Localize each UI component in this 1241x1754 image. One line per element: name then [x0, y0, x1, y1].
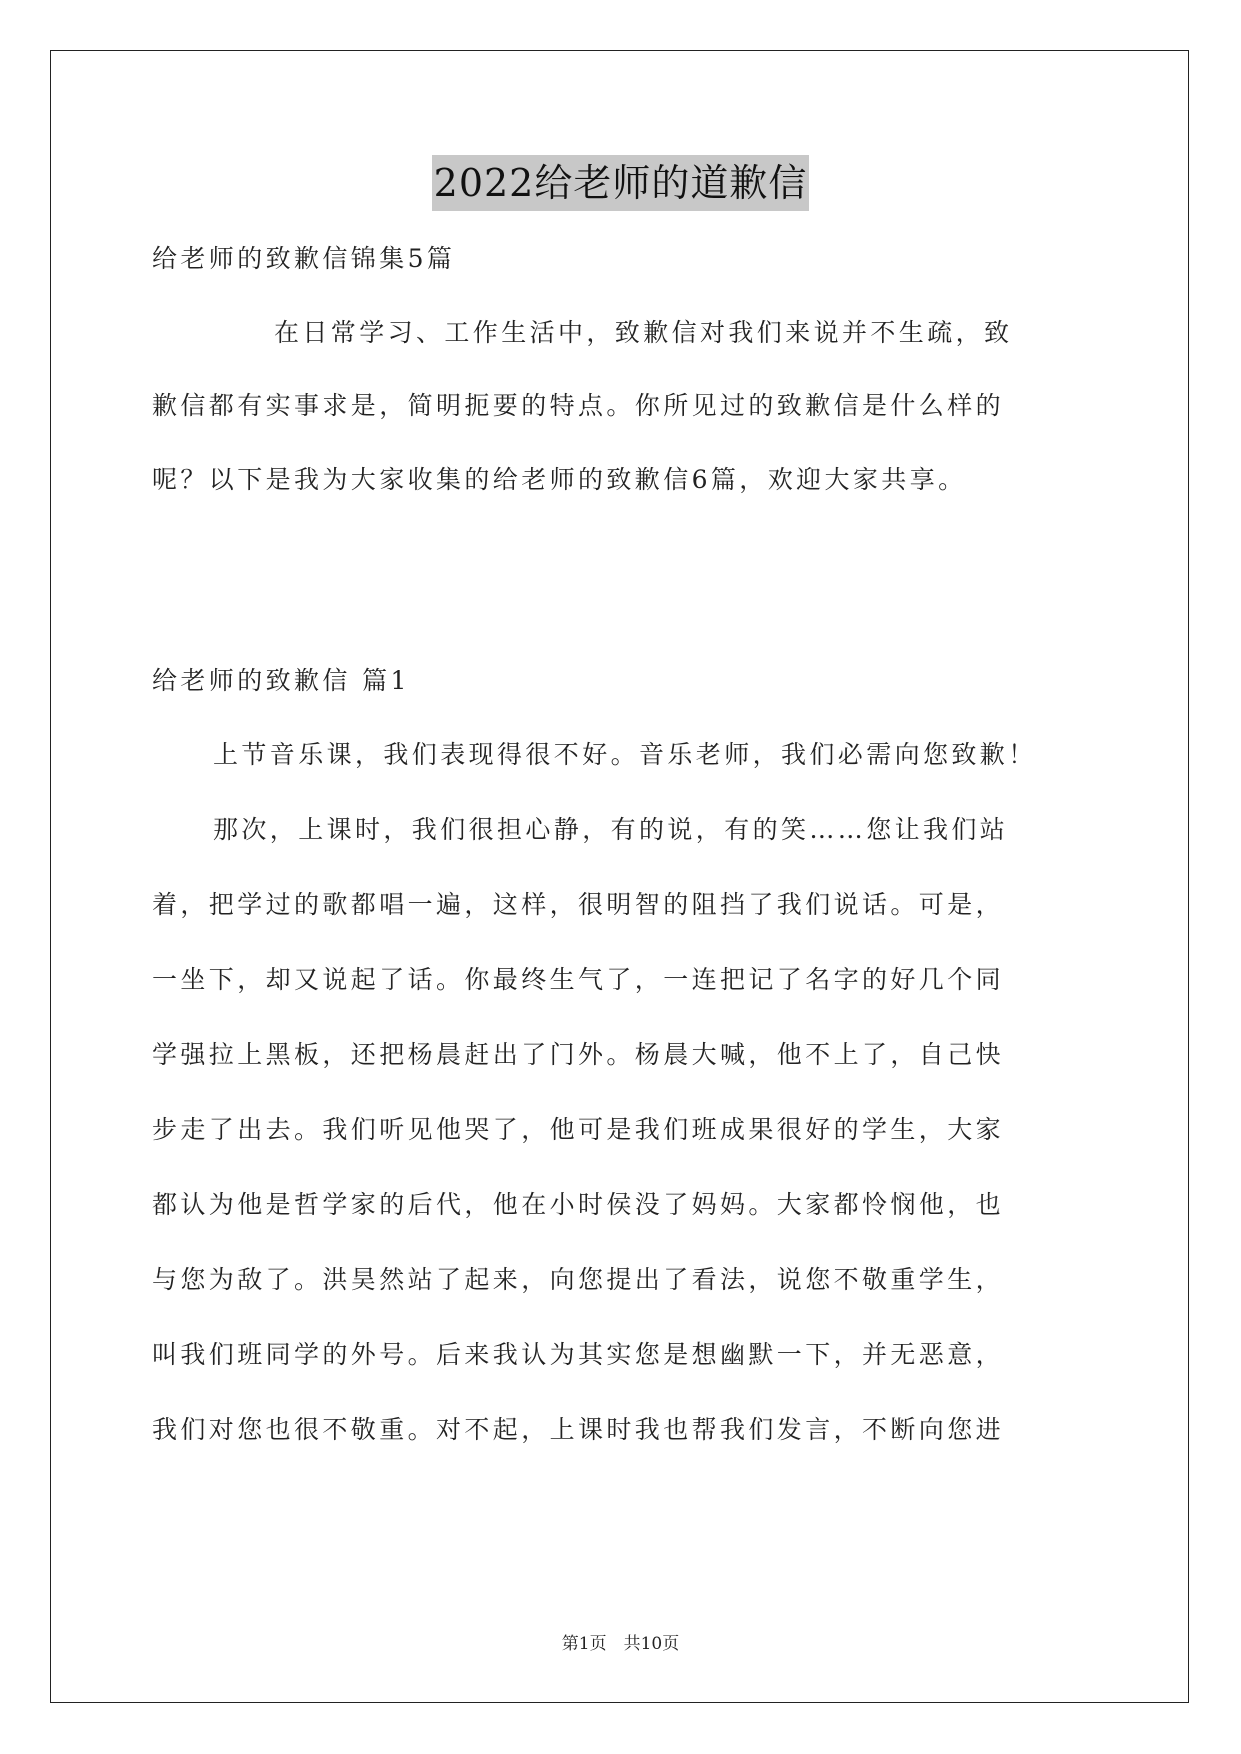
paragraph-line: 在日常学习、工作生活中，致歉信对我们来说并不生疏，致: [274, 318, 1013, 347]
section-heading: 给老师的致歉信 篇1: [152, 666, 410, 695]
paragraph-line: 上节音乐课，我们表现得很不好。音乐老师，我们必需向您致歉！: [213, 740, 1037, 769]
paragraph-line: 呢？以下是我为大家收集的给老师的致歉信6篇，欢迎大家共享。: [152, 465, 967, 494]
title-container: [0, 155, 1241, 211]
paragraph-line: 步走了出去。我们听见他哭了，他可是我们班成果很好的学生，大家: [152, 1115, 1005, 1144]
paragraph-line: 歉信都有实事求是，简明扼要的特点。你所见过的致歉信是什么样的: [152, 391, 1005, 420]
paragraph-line: 叫我们班同学的外号。后来我认为其实您是想幽默一下，并无恶意，: [152, 1340, 1005, 1369]
paragraph-line: 一坐下，却又说起了话。你最终生气了，一连把记了名字的好几个同: [152, 965, 1005, 994]
paragraph-line: 着，把学过的歌都唱一遍，这样，很明智的阻挡了我们说话。可是，: [152, 890, 1005, 919]
paragraph-line: 那次，上课时，我们很担心静，有的说，有的笑……您让我们站: [213, 815, 1009, 844]
paragraph-line: 学强拉上黑板，还把杨晨赶出了门外。杨晨大喊，他不上了，自己快: [152, 1040, 1005, 1069]
paragraph-line: 与您为敌了。洪昊然站了起来，向您提出了看法，说您不敬重学生，: [152, 1265, 1005, 1294]
paragraph-line: 我们对您也很不敬重。对不起，上课时我也帮我们发言，不断向您进: [152, 1415, 1005, 1444]
subtitle-line: 给老师的致歉信锦集5篇: [152, 244, 456, 273]
paragraph-line: 都认为他是哲学家的后代，他在小时侯没了妈妈。大家都怜悯他，也: [152, 1190, 1005, 1219]
document-title: 2022给老师的道歉信: [432, 155, 810, 211]
page-footer: 第1页 共10页: [561, 1634, 680, 1654]
page-border: [50, 50, 1189, 1703]
